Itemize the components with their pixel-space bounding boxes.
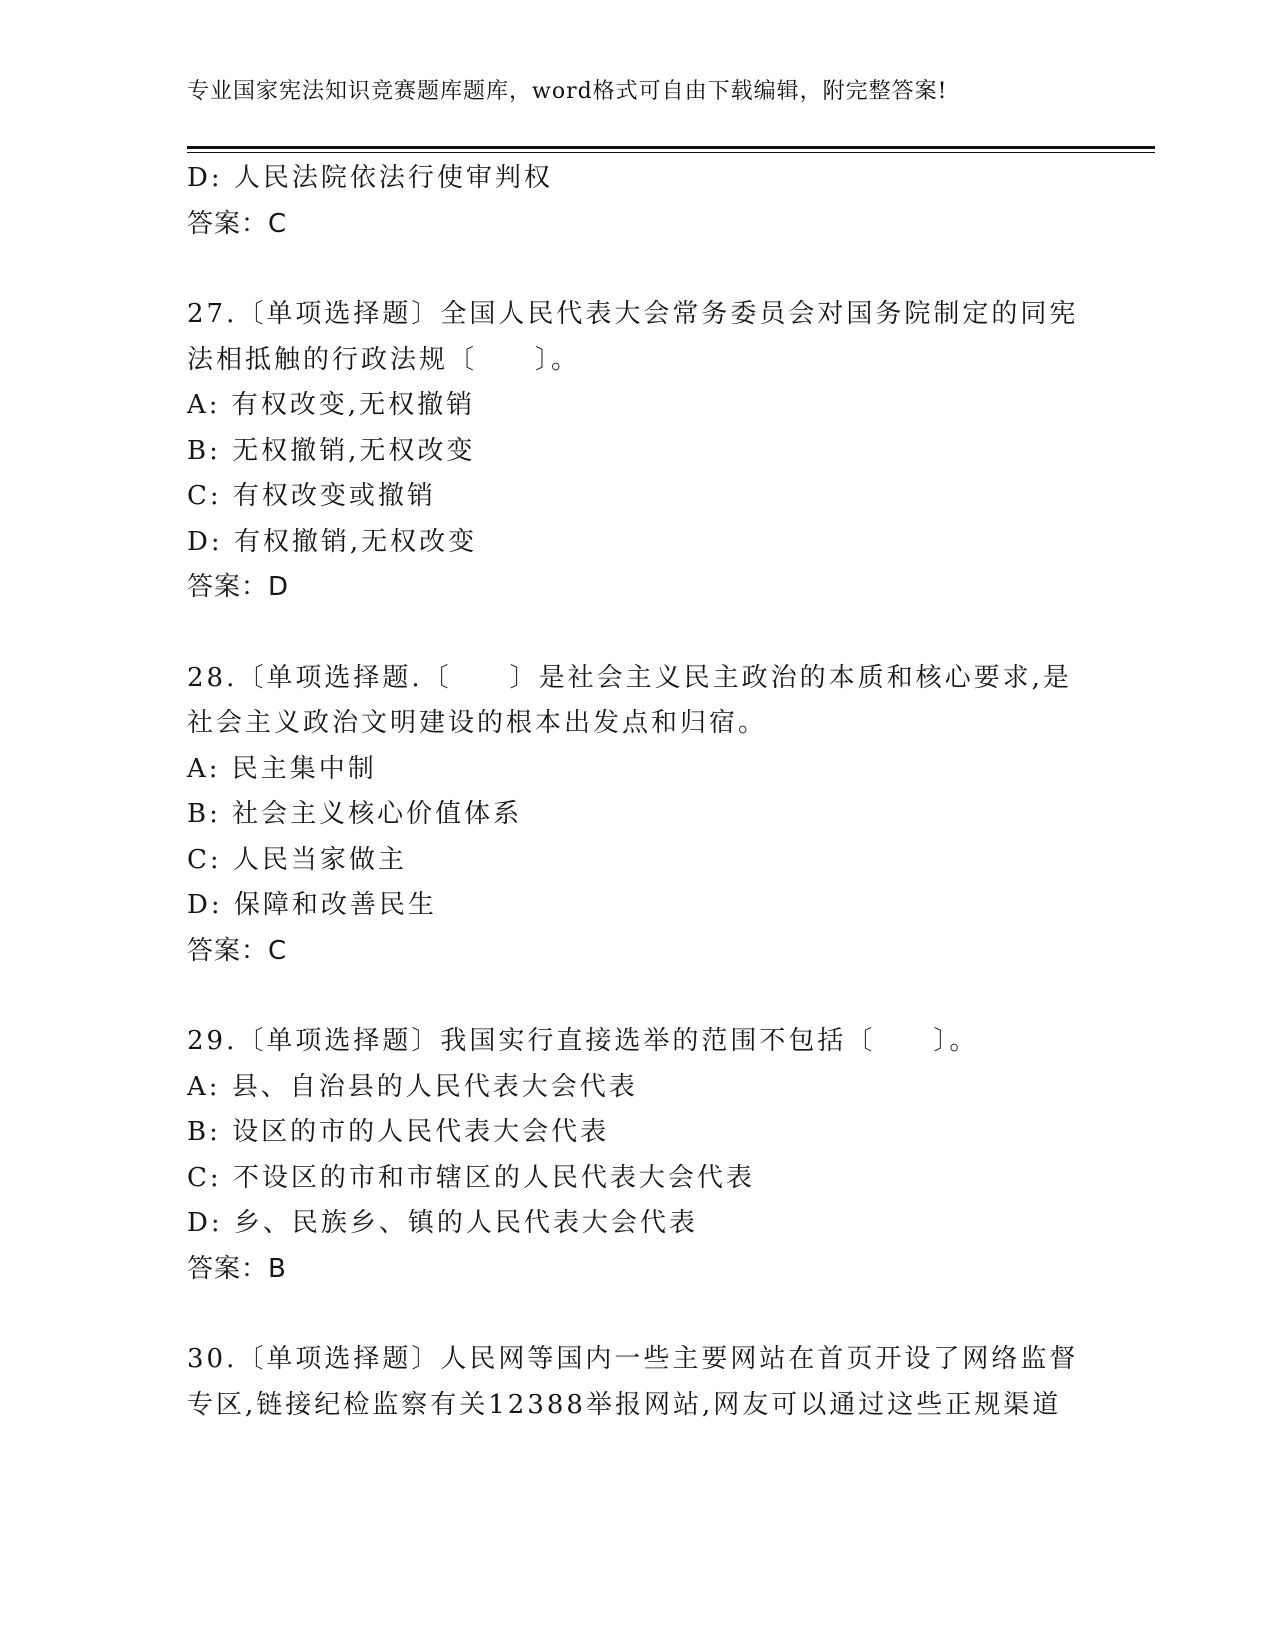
- option-b: B: 社会主义核心价值体系: [187, 799, 523, 829]
- option-c: C: 人民当家做主: [187, 844, 407, 875]
- question-28: [187, 656, 1087, 975]
- question-continuation: [187, 156, 1087, 247]
- option-c: C: 不设区的市和市辖区的人民代表大会代表: [187, 1162, 755, 1193]
- option-c: C: 有权改变或撤销: [187, 481, 436, 511]
- document-body: [187, 156, 1087, 1428]
- question-stem: 30.〔单项选择题〕人民网等国内一些主要网站在首页开设了网络监督: [187, 1344, 1079, 1374]
- question-27: [187, 292, 1087, 611]
- answer-line: 答案：B: [187, 1253, 287, 1284]
- question-29: [187, 1019, 1087, 1292]
- question-stem: 28.〔单项选择题.〔 〕是社会主义民主政治的本质和核心要求,是: [187, 662, 1072, 693]
- option-a: A: 有权改变,无权撤销: [187, 390, 476, 420]
- question-stem: 专区,链接纪检监察有关12388举报网站,网友可以通过这些正规渠道: [187, 1389, 1062, 1420]
- option-d: D: 人民法院依法行使审判权: [187, 163, 553, 193]
- answer-line: 答案：C: [187, 208, 288, 239]
- header-rule-thick: [187, 146, 1155, 149]
- option-a: A: 民主集中制: [187, 753, 377, 784]
- option-a: A: 县、自治县的人民代表大会代表: [187, 1071, 638, 1102]
- option-b: B: 无权撤销,无权改变: [187, 435, 476, 466]
- option-d: D: 保障和改善民生: [187, 890, 437, 920]
- page-header: 专业国家宪法知识竞赛题库题库，word格式可自由下载编辑，附完整答案!: [187, 79, 948, 104]
- header-rule-thin: [187, 152, 1155, 153]
- answer-line: 答案：C: [187, 935, 288, 966]
- option-b: B: 设区的市的人民代表大会代表: [187, 1117, 610, 1147]
- question-30: [187, 1337, 1087, 1428]
- question-stem: 法相抵触的行政法规〔 〕。: [187, 344, 581, 375]
- option-d: D: 有权撤销,无权改变: [187, 526, 478, 557]
- question-stem: 社会主义政治文明建设的根本出发点和归宿。: [187, 708, 768, 738]
- question-stem: 29.〔单项选择题〕我国实行直接选举的范围不包括〔 〕。: [187, 1026, 979, 1056]
- question-stem: 27.〔单项选择题〕全国人民代表大会常务委员会对国务院制定的同宪: [187, 299, 1079, 329]
- answer-line: 答案：D: [187, 572, 290, 602]
- option-d: D: 乡、民族乡、镇的人民代表大会代表: [187, 1208, 698, 1238]
